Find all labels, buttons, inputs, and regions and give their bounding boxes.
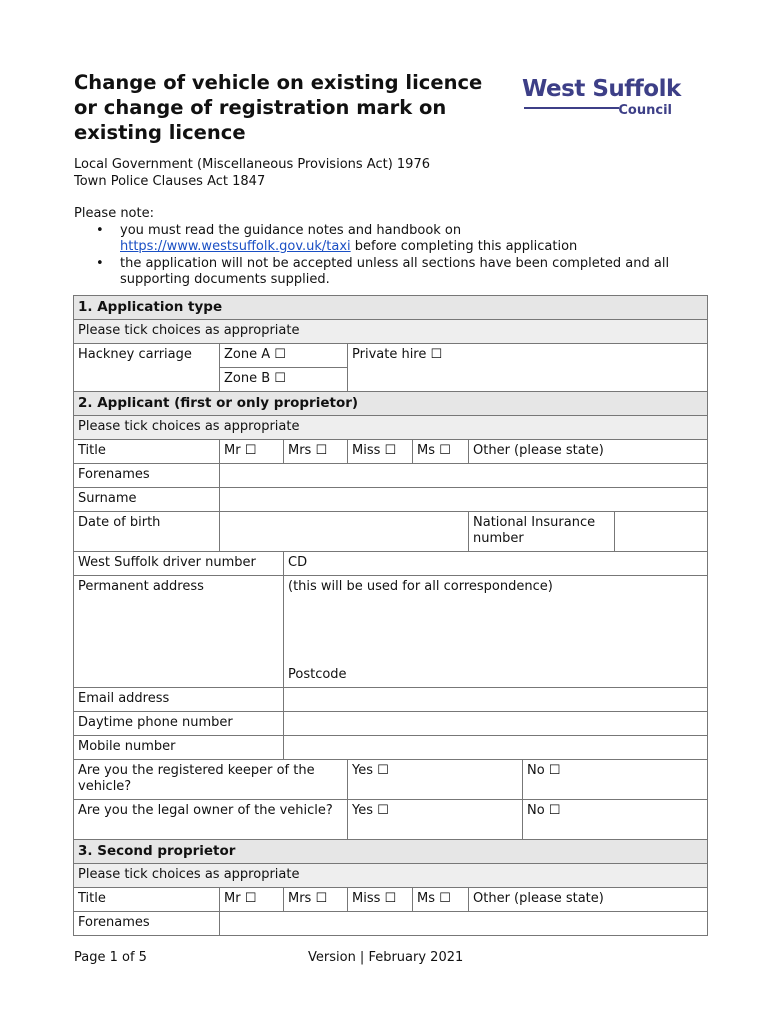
note-guidance-post: before completing this application bbox=[350, 239, 578, 254]
forenames-field[interactable] bbox=[220, 464, 708, 488]
ni-field[interactable] bbox=[615, 512, 708, 552]
section-1-tick-instruction: Please tick choices as appropriate bbox=[74, 320, 708, 344]
dob-field[interactable] bbox=[220, 512, 469, 552]
second-title-mr-checkbox[interactable]: Mr ☐ bbox=[220, 888, 284, 912]
legislation-list bbox=[74, 156, 430, 190]
title-ms-checkbox[interactable]: Ms ☐ bbox=[413, 440, 469, 464]
hackney-carriage-label: Hackney carriage bbox=[74, 344, 220, 392]
guidance-link[interactable]: https://www.westsuffolk.gov.uk/taxi bbox=[120, 239, 351, 254]
act-1: Local Government (Miscellaneous Provisions Act) 1976 bbox=[74, 157, 430, 172]
keeper-no-checkbox[interactable]: No ☐ bbox=[523, 760, 708, 800]
section-2-tick-instruction: Please tick choices as appropriate bbox=[74, 416, 708, 440]
keeper-yes-checkbox[interactable]: Yes ☐ bbox=[348, 760, 523, 800]
surname-label: Surname bbox=[74, 488, 220, 512]
note-guidance-text: you must read the guidance notes and handbook on bbox=[120, 222, 462, 238]
postcode-label: Postcode bbox=[288, 667, 347, 682]
council-logo bbox=[522, 76, 682, 124]
mobile-field[interactable] bbox=[284, 736, 708, 760]
email-field[interactable] bbox=[284, 688, 708, 712]
section-3-tick-instruction: Please tick choices as appropriate bbox=[74, 864, 708, 888]
email-label: Email address bbox=[74, 688, 284, 712]
note-intro: Please note: bbox=[74, 206, 154, 221]
daytime-phone-field[interactable] bbox=[284, 712, 708, 736]
page-title: Change of vehicle on existing licence or change of registration mark on existing licence bbox=[74, 71, 483, 144]
address-label: Permanent address bbox=[74, 576, 284, 688]
mobile-label: Mobile number bbox=[74, 736, 284, 760]
second-forenames-label: Forenames bbox=[74, 912, 220, 936]
second-forenames-field[interactable] bbox=[220, 912, 708, 936]
note-item-guidance bbox=[96, 223, 714, 256]
logo-underline bbox=[524, 107, 619, 109]
act-2: Town Police Clauses Act 1847 bbox=[74, 174, 266, 189]
logo-sub-text: Council bbox=[618, 103, 672, 118]
please-note bbox=[74, 206, 714, 289]
address-note: (this will be used for all correspondence) bbox=[288, 579, 553, 594]
logo-main-text: West Suffolk bbox=[522, 76, 681, 102]
ni-label: National Insurance number bbox=[469, 512, 615, 552]
owner-no-checkbox[interactable]: No ☐ bbox=[523, 800, 708, 840]
driver-number-label: West Suffolk driver number bbox=[74, 552, 284, 576]
second-title-mrs-checkbox[interactable]: Mrs ☐ bbox=[284, 888, 348, 912]
title-miss-checkbox[interactable]: Miss ☐ bbox=[348, 440, 413, 464]
surname-field[interactable] bbox=[220, 488, 708, 512]
version-info: Version | February 2021 bbox=[308, 950, 464, 965]
driver-number-field[interactable]: CD bbox=[284, 552, 708, 576]
zone-b-checkbox[interactable]: Zone B ☐ bbox=[220, 368, 348, 392]
legal-owner-label: Are you the legal owner of the vehicle? bbox=[74, 800, 348, 840]
application-form-table bbox=[73, 295, 708, 936]
second-title-ms-checkbox[interactable]: Ms ☐ bbox=[413, 888, 469, 912]
second-title-label: Title bbox=[74, 888, 220, 912]
registered-keeper-label: Are you the registered keeper of the vehicle? bbox=[74, 760, 348, 800]
title-mr-checkbox[interactable]: Mr ☐ bbox=[220, 440, 284, 464]
zone-a-checkbox[interactable]: Zone A ☐ bbox=[220, 344, 348, 368]
forenames-label: Forenames bbox=[74, 464, 220, 488]
note-list bbox=[96, 223, 714, 289]
page-number: Page 1 of 5 bbox=[74, 950, 147, 965]
owner-yes-checkbox[interactable]: Yes ☐ bbox=[348, 800, 523, 840]
note-item-completion: • the application will not be accepted unless all sections have been completed and all supporting documents supplied. bbox=[96, 256, 714, 289]
address-field[interactable] bbox=[284, 576, 708, 688]
section-1-heading: 1. Application type bbox=[74, 296, 708, 320]
section-3-heading: 3. Second proprietor bbox=[74, 840, 708, 864]
second-title-miss-checkbox[interactable]: Miss ☐ bbox=[348, 888, 413, 912]
private-hire-checkbox[interactable]: Private hire ☐ bbox=[348, 344, 708, 392]
second-title-other-field[interactable]: Other (please state) bbox=[469, 888, 708, 912]
title-other-field[interactable]: Other (please state) bbox=[469, 440, 708, 464]
title-label: Title bbox=[74, 440, 220, 464]
title-mrs-checkbox[interactable]: Mrs ☐ bbox=[284, 440, 348, 464]
section-2-heading: 2. Applicant (first or only proprietor) bbox=[74, 392, 708, 416]
dob-label: Date of birth bbox=[74, 512, 220, 552]
daytime-phone-label: Daytime phone number bbox=[74, 712, 284, 736]
